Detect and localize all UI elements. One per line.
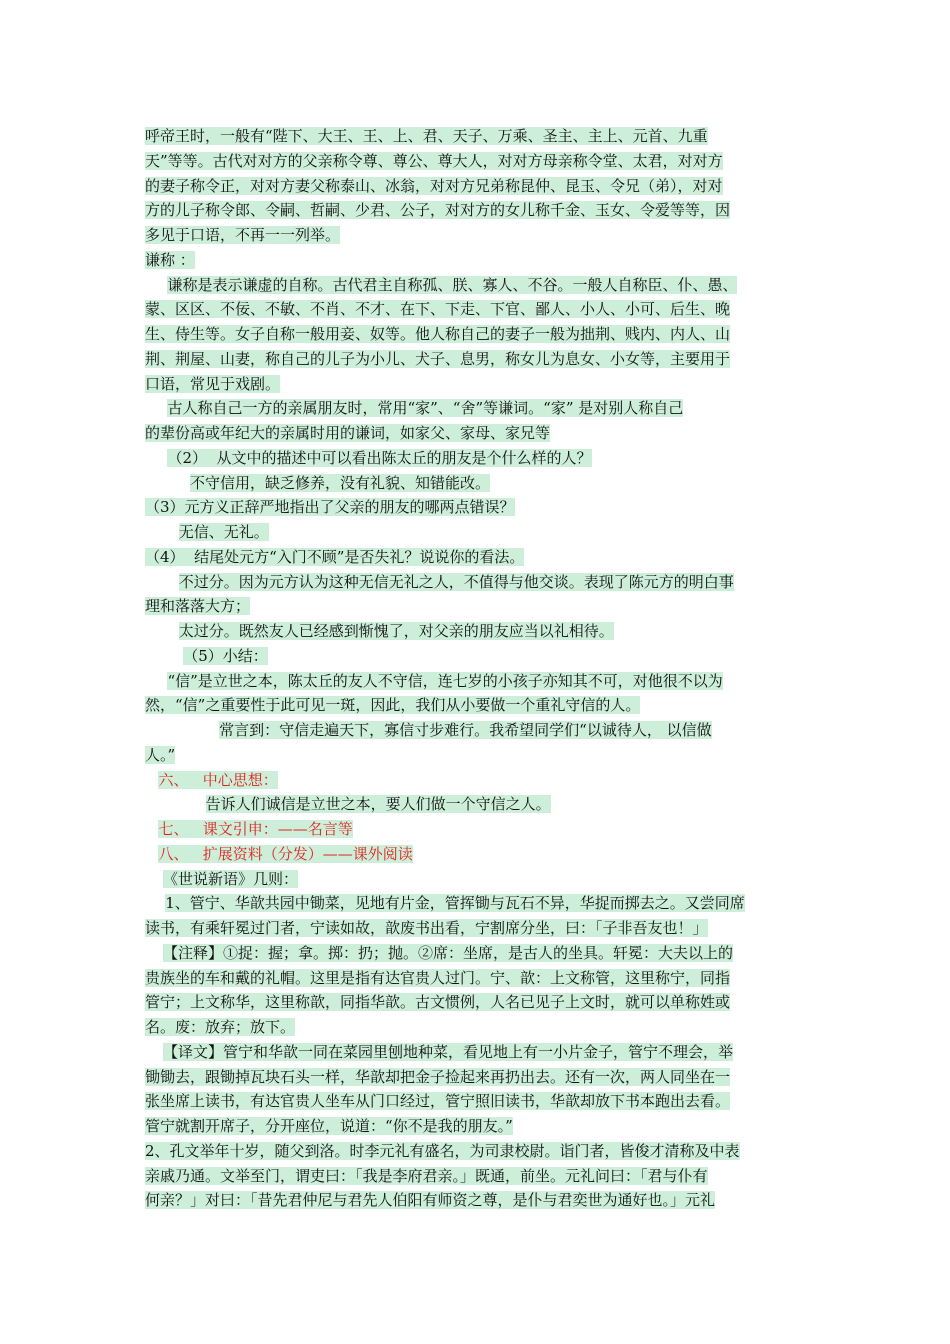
highlighted-text: 谦称是表示谦虚的自称。古代君主自称孤、朕、寡人、不谷。一般人自称臣、仆、愚、: [167, 275, 738, 294]
highlighted-text: 人。”: [145, 745, 176, 764]
text-line: [165, 891, 745, 915]
text-line: [158, 768, 277, 792]
text-line: [145, 1114, 513, 1138]
text-line: [145, 297, 730, 321]
highlighted-text: 理和落落大方；: [145, 597, 251, 616]
text-line: [145, 149, 723, 173]
highlighted-text: 1、管宁、华歆共园中锄菜，见地有片金，管挥锄与瓦石不异，华捉而掷去之。又尝同席: [165, 894, 745, 913]
highlighted-text: 六、 中心思想：: [158, 770, 278, 789]
highlighted-text: 多见于口语，不再一一列举。: [145, 226, 341, 244]
text-line: [163, 1040, 733, 1064]
text-line: [158, 817, 352, 841]
highlighted-text: 亲戚乃通。文举至门，谓吏曰：「我是李府君亲。」既通，前坐。元礼问曰：「君与仆有: [145, 1166, 708, 1185]
highlighted-text: 贵族坐的车和戴的礼帽。这里是指有达官贵人过门。宁、歆：上文称管，这里称宁，同指: [145, 968, 731, 987]
text-line: [167, 446, 591, 470]
text-line: [219, 718, 711, 742]
text-line: [179, 619, 614, 643]
highlighted-text: 不过分。因为元方认为这种无信无礼之人，不值得与他交谈。表现了陈元方的明白事: [178, 572, 734, 591]
highlighted-text: 不守信用，缺乏修养，没有礼貌、知错能改。: [189, 473, 490, 492]
text-line: [145, 495, 515, 519]
text-line: [145, 594, 250, 618]
text-line: [206, 792, 551, 816]
highlighted-text: 管宁；上文称华，这里称歆，同指华歆。古文惯例，人名已见子上文时，就可以单称姓或: [145, 993, 731, 1012]
text-line: [145, 1089, 730, 1113]
highlighted-text: 的妻子称令正，对对方妻父称泰山、冰翁，对对方兄弟称昆仲、昆玉、令兄（弟），对对: [145, 176, 723, 195]
text-line: [145, 1015, 295, 1039]
text-line: [145, 916, 708, 940]
text-line: [145, 223, 340, 247]
highlighted-text: 呼帝王时，一般有“陛下、大王、王、上、君、天子、万乘、圣主、主上、元首、九重: [145, 127, 708, 145]
highlighted-text: 张坐席上读书，有达官贵人坐车从门口经过，管宁照旧读书，华歆却放下书本跑出去看。: [145, 1092, 731, 1111]
text-line: [145, 174, 723, 198]
text-line: [145, 421, 550, 445]
highlighted-text: “信”是立世之本，陈太丘的友人不守信，连七岁的小孩子亦知其不可，对他很不以为: [167, 671, 723, 690]
highlighted-text: 方的儿子称令郎、令嗣、哲嗣、少君、公子，对对方的女儿称千金、玉女、令爱等等，因: [145, 201, 731, 220]
text-line: [145, 693, 640, 717]
highlighted-text: （3）元方义正辞严地指出了父亲的朋友的哪两点错误？: [145, 498, 515, 517]
highlighted-text: （4） 结尾处元方“入门不顾”是否失礼？说说你的看法。: [145, 547, 525, 566]
highlighted-text: 名。废：放弃；放下。: [145, 1018, 296, 1036]
highlighted-text: 荆、荆屋、山妻，称自己的儿子为小儿、犬子、息男，称女儿为息女、小女等，主要用于: [145, 349, 731, 368]
highlighted-text: 常言到：守信走遍天下，寡信寸步难行。我希望同学们“以诚待人， 以信做: [219, 721, 712, 739]
text-line: [167, 669, 722, 693]
highlighted-text: 然，“信”之重要性于此可见一斑，因此，我们从小要做一个重礼守信的人。: [145, 696, 641, 715]
highlighted-text: 管宁就割开席子，分开座位，说道：“你不是我的朋友。”: [145, 1117, 513, 1135]
text-line: [183, 644, 268, 668]
highlighted-text: （2） 从文中的描述中可以看出陈太丘的朋友是个什么样的人？: [167, 448, 592, 467]
text-line: [145, 1065, 730, 1089]
text-line: [163, 941, 733, 965]
highlighted-text: 《世说新语》几则：: [162, 869, 298, 888]
highlighted-text: 无信、无礼。: [178, 523, 269, 541]
highlighted-text: 读书，有乘轩冕过门者，宁读如故，歆废书出看，宁割席分坐，曰：「子非吾友也！」: [145, 919, 708, 937]
highlighted-text: 【注释】①捉：握；拿。掷：扔；抛。②席：坐席，是古人的坐具。轩冕：大夫以上的: [162, 943, 733, 962]
text-line: [145, 198, 730, 222]
text-line: [145, 545, 524, 569]
text-line: [145, 347, 730, 371]
text-line: [179, 520, 269, 544]
highlighted-text: 告诉人们诚信是立世之本，要人们做一个守信之人。: [205, 795, 551, 814]
text-line: [190, 471, 490, 495]
text-line: [158, 842, 412, 866]
text-line: [167, 273, 737, 297]
text-line: [145, 1139, 740, 1163]
highlighted-text: 太过分。既然友人已经感到惭愧了，对父亲的朋友应当以礼相待。: [178, 622, 614, 640]
highlighted-text: 生、侍生等。女子自称一般用妾、奴等。他人称自己的妻子一般为拙荆、贱内、内人、山: [145, 325, 731, 343]
text-line: [145, 322, 730, 346]
text-line: [145, 1188, 715, 1212]
text-line: [145, 990, 730, 1014]
highlighted-text: 的辈份高或年纪大的亲属时用的谦词，如家父、家母、家兄等: [145, 424, 551, 442]
highlighted-text: 八、 扩展资料（分发）——课外阅读: [158, 844, 413, 863]
text-line: [145, 124, 708, 148]
text-line: [163, 867, 298, 891]
text-line: [145, 743, 175, 767]
highlighted-text: 2、孔文举年十岁，随父到洛。时李元礼有盛名，为司隶校尉。诣门者，皆俊才清称及中表: [145, 1141, 740, 1160]
highlighted-text: 蒙、区区、不佞、不敏、不肖、不才、在下、下走、下官、鄙人、小人、小可、后生、晚: [145, 300, 731, 319]
text-line: [145, 1164, 708, 1188]
text-line: [145, 248, 195, 272]
highlighted-text: 七、 课文引申：——名言等: [158, 820, 353, 838]
highlighted-text: 谦称 ：: [145, 250, 195, 269]
text-line: [179, 570, 734, 594]
highlighted-text: 口语，常见于戏剧。: [145, 374, 281, 393]
highlighted-text: 【译文】管宁和华歆一同在菜园里刨地种菜，看见地上有一小片金子，管宁不理会，举: [162, 1042, 733, 1061]
text-line: [145, 372, 280, 396]
highlighted-text: （5）小结：: [183, 646, 268, 665]
highlighted-text: 古人称自己一方的亲属朋友时，常用“家”、“舍”等谦词。“家” 是对别人称自己: [167, 399, 684, 418]
highlighted-text: 天”等等。古代对对方的父亲称令尊、尊公、尊大人，对对方母亲称令堂、太君，对对方: [145, 151, 723, 170]
text-line: [145, 966, 730, 990]
highlighted-text: 锄锄去，跟锄掉瓦块石头一样，华歆却把金子捡起来再扔出去。还有一次，两人同坐在一: [145, 1067, 731, 1086]
highlighted-text: 何亲？」对曰：「昔先君仲尼与君先人伯阳有师资之尊，是仆与君奕世为通好也。」元礼: [145, 1191, 716, 1210]
text-line: [167, 396, 683, 420]
